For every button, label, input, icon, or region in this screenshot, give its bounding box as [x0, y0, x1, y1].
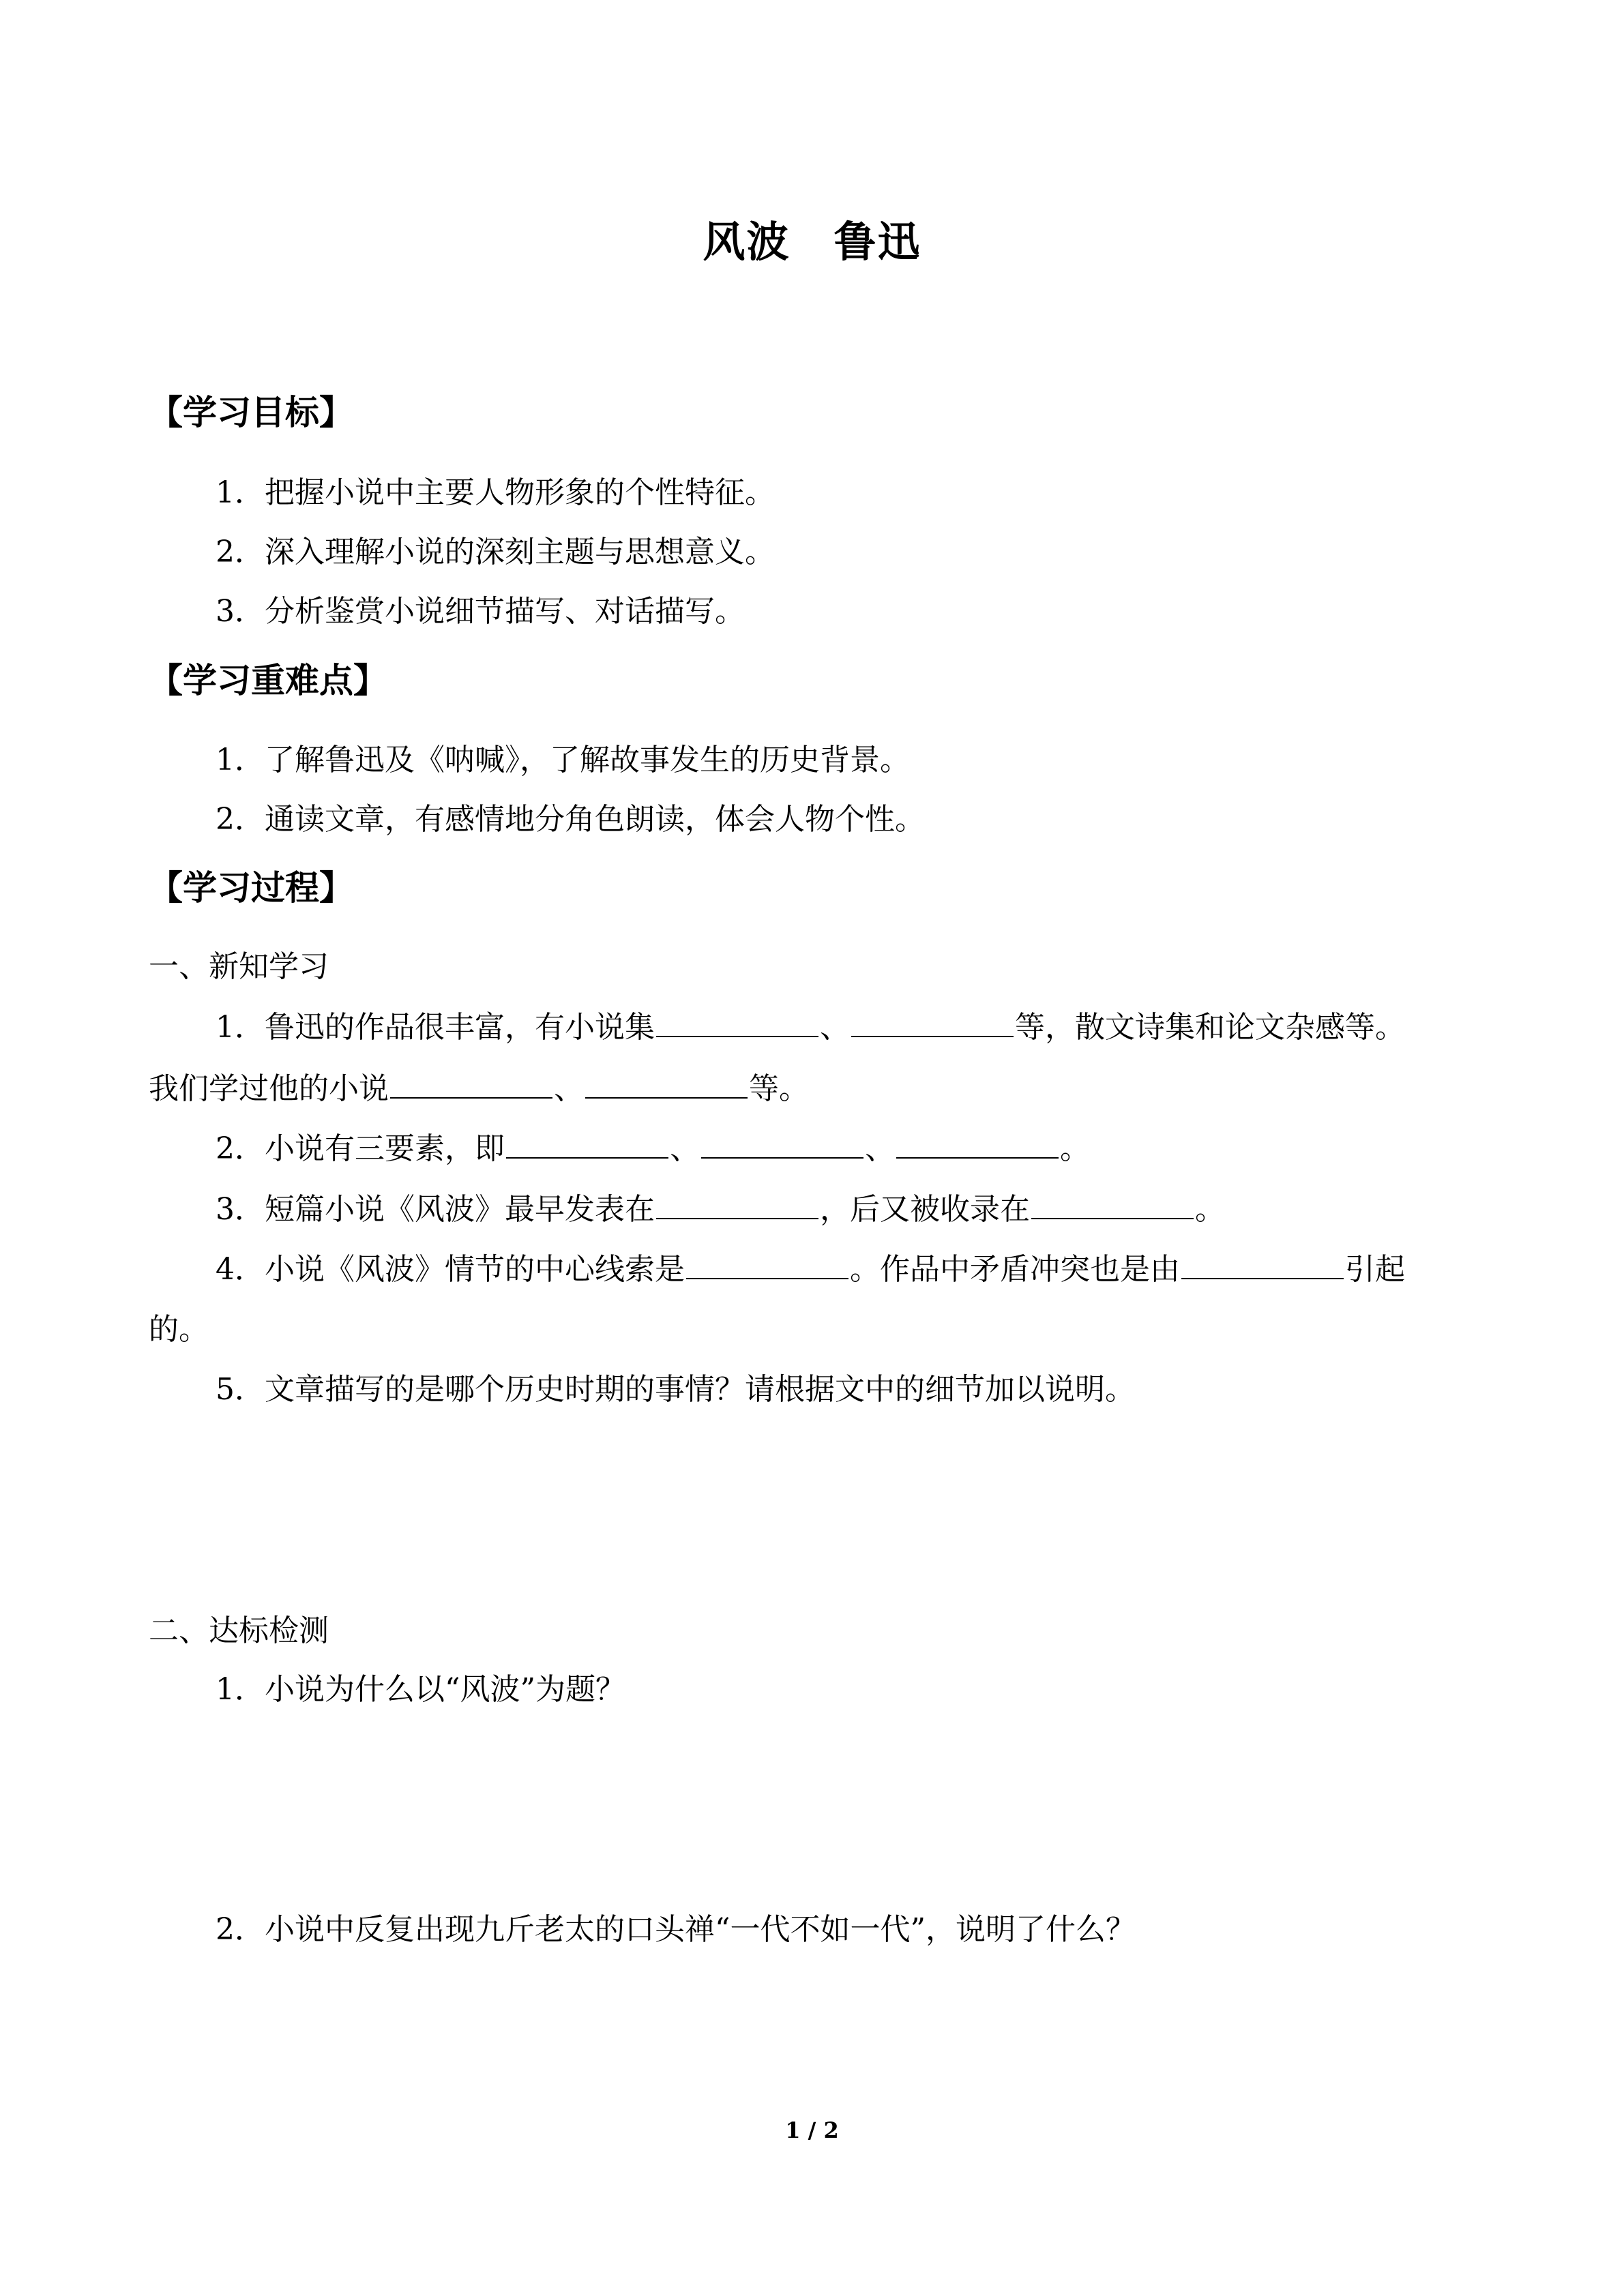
heading-process: 【学习过程】	[149, 868, 353, 908]
answer-blank[interactable]	[896, 1127, 1059, 1159]
key-point-item-1: 1．了解鲁迅及《呐喊》，了解故事发生的历史背景。	[216, 743, 910, 777]
check-question-1: 1．小说为什么以“风波”为题？	[216, 1672, 625, 1707]
heading-goals: 【学习目标】	[149, 393, 353, 432]
answer-blank[interactable]	[686, 1248, 848, 1279]
goal-item-2: 2．深入理解小说的深刻主题与思想意义。	[216, 535, 775, 569]
q1-text-a: 1．鲁迅的作品很丰富，有小说集	[216, 1010, 655, 1045]
question-3	[216, 1188, 1225, 1230]
q4-text-b: 。作品中矛盾冲突也是由	[850, 1252, 1180, 1287]
page-title: 风波 鲁迅	[703, 217, 921, 267]
answer-blank[interactable]	[851, 1006, 1014, 1037]
q3-text-b: ，后又被收录在	[820, 1192, 1030, 1227]
q1-text-d: 我们学过他的小说	[149, 1071, 389, 1106]
part2-label: 二、达标检测	[149, 1613, 329, 1648]
q3-text-c: 。	[1195, 1192, 1225, 1227]
question-1-line-2	[149, 1067, 809, 1109]
q1-text-b: 、	[820, 1010, 850, 1045]
q4-text-a: 4．小说《风波》情节的中心线索是	[216, 1252, 685, 1287]
answer-blank[interactable]	[656, 1188, 818, 1219]
answer-blank[interactable]	[701, 1127, 863, 1159]
question-5: 5．文章描写的是哪个历史时期的事情？请根据文中的细节加以说明。	[216, 1372, 1135, 1407]
q2-text-a: 2．小说有三要素，即	[216, 1131, 505, 1166]
heading-key-points: 【学习重难点】	[149, 661, 387, 700]
q2-text-c: 、	[865, 1131, 895, 1166]
q2-text-b: 、	[670, 1131, 700, 1166]
q4-text-c: 引起	[1345, 1252, 1405, 1287]
answer-blank[interactable]	[1181, 1248, 1344, 1279]
answer-blank[interactable]	[656, 1006, 818, 1037]
question-1-line-1	[216, 1006, 1405, 1048]
q1-text-e: 、	[554, 1071, 584, 1106]
answer-blank[interactable]	[390, 1067, 552, 1099]
goal-item-3: 3．分析鉴赏小说细节描写、对话描写。	[216, 594, 745, 629]
q1-text-f: 等。	[749, 1071, 809, 1106]
answer-blank[interactable]	[1031, 1188, 1194, 1219]
question-4-line-1	[216, 1248, 1405, 1290]
page-number: 1 / 2	[785, 2117, 839, 2143]
answer-blank[interactable]	[506, 1127, 668, 1159]
key-point-item-2: 2．通读文章，有感情地分角色朗读，体会人物个性。	[216, 802, 925, 837]
goal-item-1: 1．把握小说中主要人物形象的个性特征。	[216, 475, 775, 510]
answer-blank[interactable]	[585, 1067, 748, 1099]
q3-text-a: 3．短篇小说《风波》最早发表在	[216, 1192, 655, 1227]
q1-text-c: 等，散文诗集和论文杂感等。	[1015, 1010, 1405, 1045]
q2-text-d: 。	[1060, 1131, 1090, 1166]
question-4-line-2: 的。	[149, 1312, 209, 1347]
check-question-2: 2．小说中反复出现九斤老太的口头禅“一代不如一代”，说明了什么？	[216, 1912, 1136, 1947]
part1-label: 一、新知学习	[149, 949, 329, 984]
question-2	[216, 1127, 1090, 1169]
